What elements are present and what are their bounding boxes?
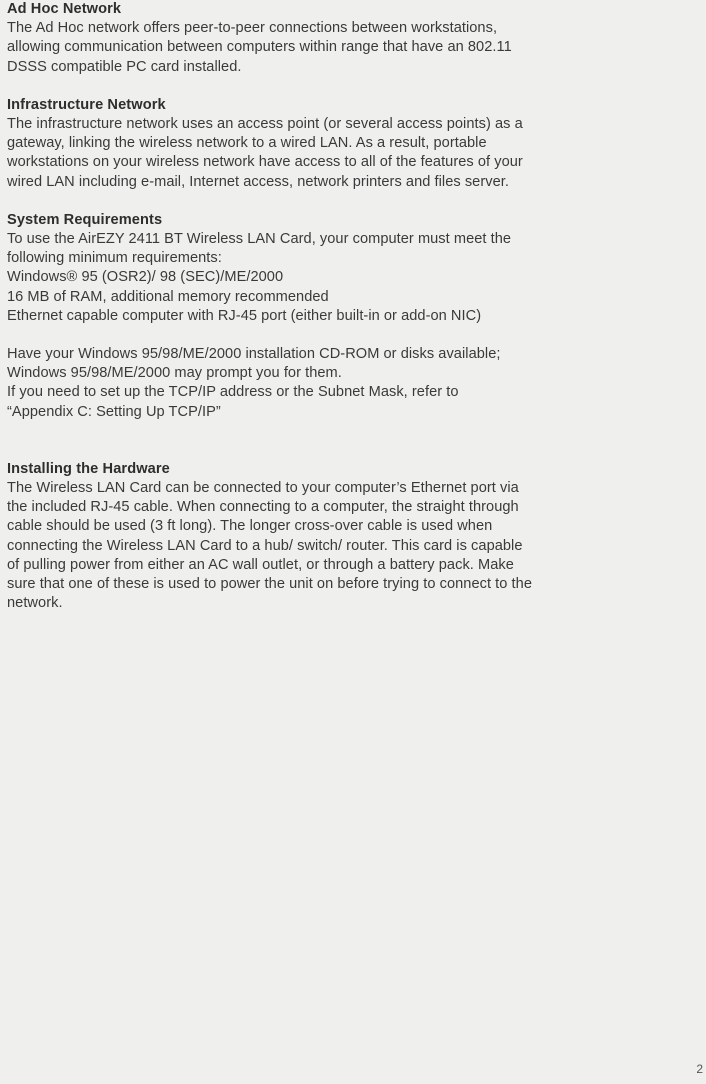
body-line: workstations on your wireless network have access to all of the features of your [7,154,523,171]
heading-system-requirements: System Requirements [7,211,163,228]
body-line: following minimum requirements: [7,250,222,267]
section-ad-hoc-network [7,0,703,77]
body-line: DSSS compatible PC card installed. [7,58,242,75]
heading-infrastructure-network: Infrastructure Network [7,96,166,113]
body-line: If you need to set up the TCP/IP address or the Subnet Mask, refer to [7,384,459,401]
body-line: The Ad Hoc network offers peer-to-peer connections between workstations, [7,20,498,37]
requirement-os: Windows® 95 (OSR2)/ 98 (SEC)/ME/2000 [7,269,284,286]
requirement-ethernet: Ethernet capable computer with RJ-45 port (either built-in or add-on NIC) [7,307,482,324]
body-line: Windows 95/98/ME/2000 may prompt you for them. [7,365,342,382]
body-line: cable should be used (3 ft long). The longer cross-over cable is used when [7,518,493,535]
body-line: allowing communication between computers within range that have an 802.11 [7,39,512,56]
body-line: wired LAN including e-mail, Internet access, network printers and files server. [7,173,509,190]
appendix-reference: “Appendix C: Setting Up TCP/IP” [7,403,221,420]
body-line: The infrastructure network uses an access point (or several access points) as a [7,116,523,133]
section-infrastructure-network [7,96,703,192]
page-number: 2 [696,1062,703,1076]
body-line: network. [7,595,63,612]
body-line: the included RJ-45 cable. When connecting to a computer, the straight through [7,499,519,516]
heading-installing-hardware: Installing the Hardware [7,460,170,477]
body-line: gateway, linking the wireless network to a wired LAN. As a result, portable [7,135,487,152]
section-system-requirements [7,211,703,422]
heading-ad-hoc-network: Ad Hoc Network [7,1,122,17]
section-installing-hardware [7,460,703,614]
body-line: of pulling power from either an AC wall outlet, or through a battery pack. Make [7,556,514,573]
requirement-ram: 16 MB of RAM, additional memory recommended [7,288,329,305]
body-line: sure that one of these is used to power the unit on before trying to connect to the [7,576,532,593]
body-line: Have your Windows 95/98/ME/2000 installation CD-ROM or disks available; [7,346,501,363]
body-line: connecting the Wireless LAN Card to a hub/ switch/ router. This card is capable [7,537,523,554]
body-line: To use the AirEZY 2411 BT Wireless LAN Card, your computer must meet the [7,231,512,248]
document-page [7,0,703,613]
body-line: The Wireless LAN Card can be connected to your computer’s Ethernet port via [7,480,519,497]
